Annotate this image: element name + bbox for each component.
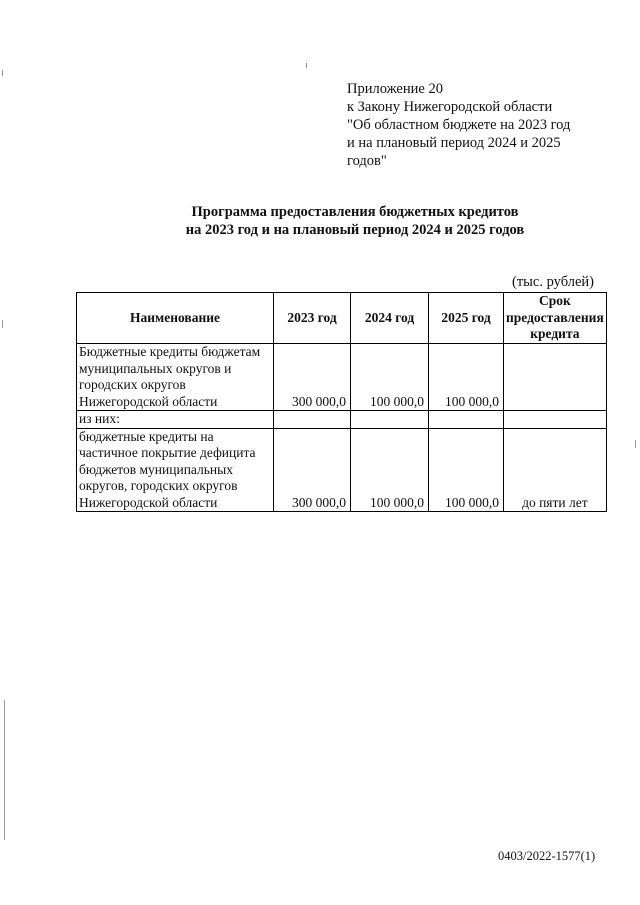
appendix-line: Приложение 20 <box>347 81 443 97</box>
table-row <box>77 411 607 429</box>
header-term: Срок предоставления кредита <box>504 293 607 344</box>
row-name: бюджетные кредиты на частичное покрытие дефицита бюджетов муниципальных округов, городских округов Нижегородской области <box>77 428 274 512</box>
scan-mark <box>635 440 636 448</box>
header-name: Наименование <box>77 293 274 344</box>
row-2024: 100 000,0 <box>351 344 429 411</box>
document-title <box>0 203 640 239</box>
row-2025 <box>429 411 504 429</box>
header-2025: 2025 год <box>429 293 504 344</box>
budget-credits-table <box>76 292 607 512</box>
row-term <box>504 344 607 411</box>
appendix-line: и на плановый период 2024 и 2025 <box>347 135 561 151</box>
table-row <box>77 428 607 512</box>
scan-mark <box>4 700 5 840</box>
row-2023 <box>274 411 351 429</box>
title-line-1: Программа предоставления бюджетных кредитов <box>191 204 519 220</box>
appendix-block <box>347 80 607 170</box>
document-code: 0403/2022-1577(1) <box>498 849 596 863</box>
scan-mark <box>306 63 307 68</box>
header-2023: 2023 год <box>274 293 351 344</box>
header-2024: 2024 год <box>351 293 429 344</box>
row-2023: 300 000,0 <box>274 344 351 411</box>
row-2025: 100 000,0 <box>429 344 504 411</box>
row-term: до пяти лет <box>504 428 607 512</box>
table-row <box>77 344 607 411</box>
scan-mark <box>2 70 3 76</box>
appendix-line: к Закону Нижегородской области <box>347 99 553 115</box>
units-label: (тыс. рублей) <box>512 274 594 290</box>
title-line-2: на 2023 год и на плановый период 2024 и 2025 годов <box>185 222 525 238</box>
row-name: Бюджетные кредиты бюджетам муниципальных округов и городских округов Нижегородской области <box>77 344 274 411</box>
appendix-line: "Об областном бюджете на 2023 год <box>347 117 571 133</box>
row-name: из них: <box>77 411 274 429</box>
row-2024: 100 000,0 <box>351 428 429 512</box>
row-2023: 300 000,0 <box>274 428 351 512</box>
row-2025: 100 000,0 <box>429 428 504 512</box>
scan-mark <box>2 320 3 328</box>
table-header-row <box>77 293 607 344</box>
appendix-line: годов" <box>347 153 387 169</box>
row-2024 <box>351 411 429 429</box>
row-term <box>504 411 607 429</box>
